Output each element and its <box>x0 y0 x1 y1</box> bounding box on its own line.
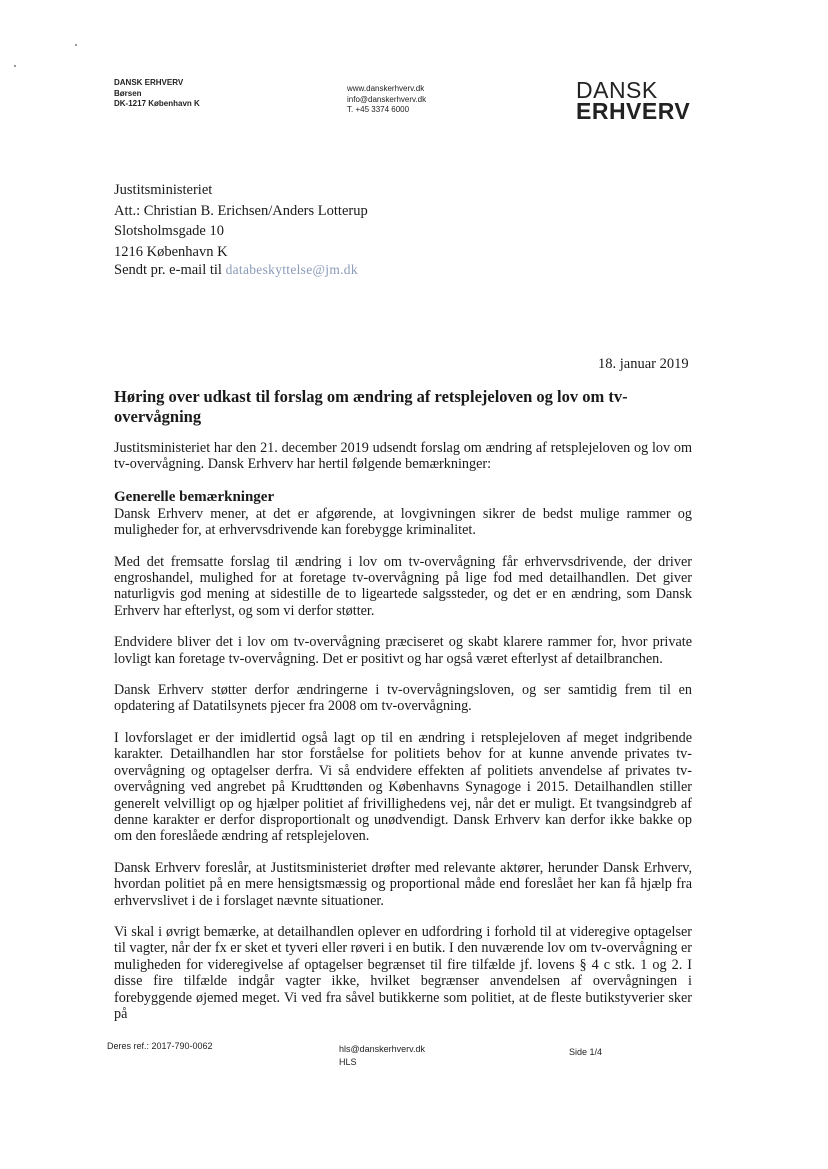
sender-email: info@danskerhverv.dk <box>347 94 427 104</box>
sender-name: DANSK ERHVERV <box>114 78 184 87</box>
sender-contact <box>347 84 426 116</box>
logo-line-erhverv: ERHVERV <box>576 98 691 124</box>
recipient-line: Att.: Christian B. Erichsen/Anders Lotterup <box>114 202 368 219</box>
body-paragraph: Dansk Erhverv støtter derfor ændringerne i tv-overvågningsloven, og ser samtidig frem til en opdatering af Datatilsynets pjecer fra 2008 om tv-overvågning. <box>114 682 692 715</box>
letter-body <box>114 440 692 1037</box>
body-paragraph: I lovforslaget er der imidlertid også lagt op til en ændring i retsplejeloven af meget indgribende karakter. Detailhandlen har stor forståelse for politiets behov for at kunne anvende privates tv-overvågning og optagelser derfra. Vi så endvidere effekten af politiets anvendelse af privates tv-overvågning ved angrebet på Krudttønden og Københavns Synagoge i 2015. Detailhandlen stiller generelt velvilligt op og hjælper politiet af frivillighedens vej, når det er muligt. Et tvangsindgreb af denne karakter er derfor disproportionalt og unødvendigt. Dansk Erhverv kan derfor ikke bakke op om den foreslåede ændring af retsplejeloven. <box>114 729 692 845</box>
recipient-line: Slotsholmsgade 10 <box>114 223 224 239</box>
scan-speck <box>75 44 77 46</box>
recipient-line: 1216 København K <box>114 243 228 260</box>
intro-paragraph: Justitsministeriet har den 21. december 2019 udsendt forslag om ændring af retsplejeloven og lov om tv-overvågning. Dansk Erhverv har hertil følgende bemærkninger: <box>114 440 692 473</box>
body-paragraph: Vi skal i øvrigt bemærke, at detailhandlen oplever en udfordring i forhold til at videregive optagelser til vagter, når der fx er sket et tyveri eller røveri i en butik. I den nuværende lov om tv-overvågning er muligheden for videregivelse af optagelser begrænset til fire tilfælde jf. lovens § 4 c stk. 1 og 2. I disse fire tilfælde indgår vagter ikke, hvilket begrænser anvendelsen af overvågningen i forebyggende øjemed meget. Vi ved fra såvel butikkerne som politiet, at de fleste butikstyverier sker på <box>114 923 692 1022</box>
page-number: Side 1/4 <box>569 1047 603 1057</box>
body-paragraph: Dansk Erhverv foreslår, at Justitsministeriet drøfter med relevante aktører, herunder Dansk Erhverv, hvordan politiet på en mere hensigtsmæssig og proportional måde end foreslået her kan få hjælp fra erhvervslivet i de i forslaget nævnte situationer. <box>114 859 692 909</box>
company-logo <box>576 77 691 124</box>
body-paragraph: Dansk Erhverv mener, at det er afgørende, at lovgivningen sikrer de bedst mulige rammer og muligheder for, at erhvervsdrivende kan forebygge kriminalitet. <box>114 505 692 539</box>
footer-initials: HLS <box>339 1057 357 1067</box>
footer-contact <box>339 1043 425 1069</box>
recipient-address <box>114 180 368 262</box>
logo-line-dansk: DANSK <box>576 77 658 103</box>
letter-date: 18. januar 2019 <box>598 356 689 372</box>
scan-speck <box>14 65 16 67</box>
footer-reference: Deres ref.: 2017-790-0062 <box>107 1041 213 1051</box>
sender-phone: T. +45 3374 6000 <box>347 105 410 114</box>
sender-website: www.danskerhverv.dk <box>347 84 425 93</box>
sender-address <box>114 78 200 110</box>
recipient-line: Justitsministeriet <box>114 182 213 198</box>
body-paragraph: Med det fremsatte forslag til ændring i lov om tv-overvågning får erhvervsdrivende, der driver engroshandel, mulighed for at foretage tv-overvågning på lige fod med detailhandlen. Det giver naturligvis god mening at sidestille de to ligeartede salgssteder, og det er en ændring, som Dansk Erhverv har efterlyst, og som vi derfor støtter. <box>114 553 692 619</box>
letter-title: Høring over udkast til forslag om ændring af retsplejeloven og lov om tv-overvågning <box>114 387 628 426</box>
sender-building: Børsen <box>114 88 142 98</box>
footer-email: hls@danskerhverv.dk <box>339 1044 426 1054</box>
sent-by-line <box>114 262 358 279</box>
sent-by-label: Sendt pr. e-mail til <box>114 262 222 278</box>
sender-postal: DK-1217 København K <box>114 99 200 108</box>
sent-by-email-link[interactable]: databeskyttelse@jm.dk <box>225 262 358 277</box>
body-paragraph: Endvidere bliver det i lov om tv-overvågning præciseret og skabt klarere rammer for, hvor private lovligt kan foretage tv-overvågning. Det er positivt og har også været efterlyst af detailbranchen. <box>114 634 692 667</box>
section-heading: Generelle bemærkninger <box>114 488 275 505</box>
